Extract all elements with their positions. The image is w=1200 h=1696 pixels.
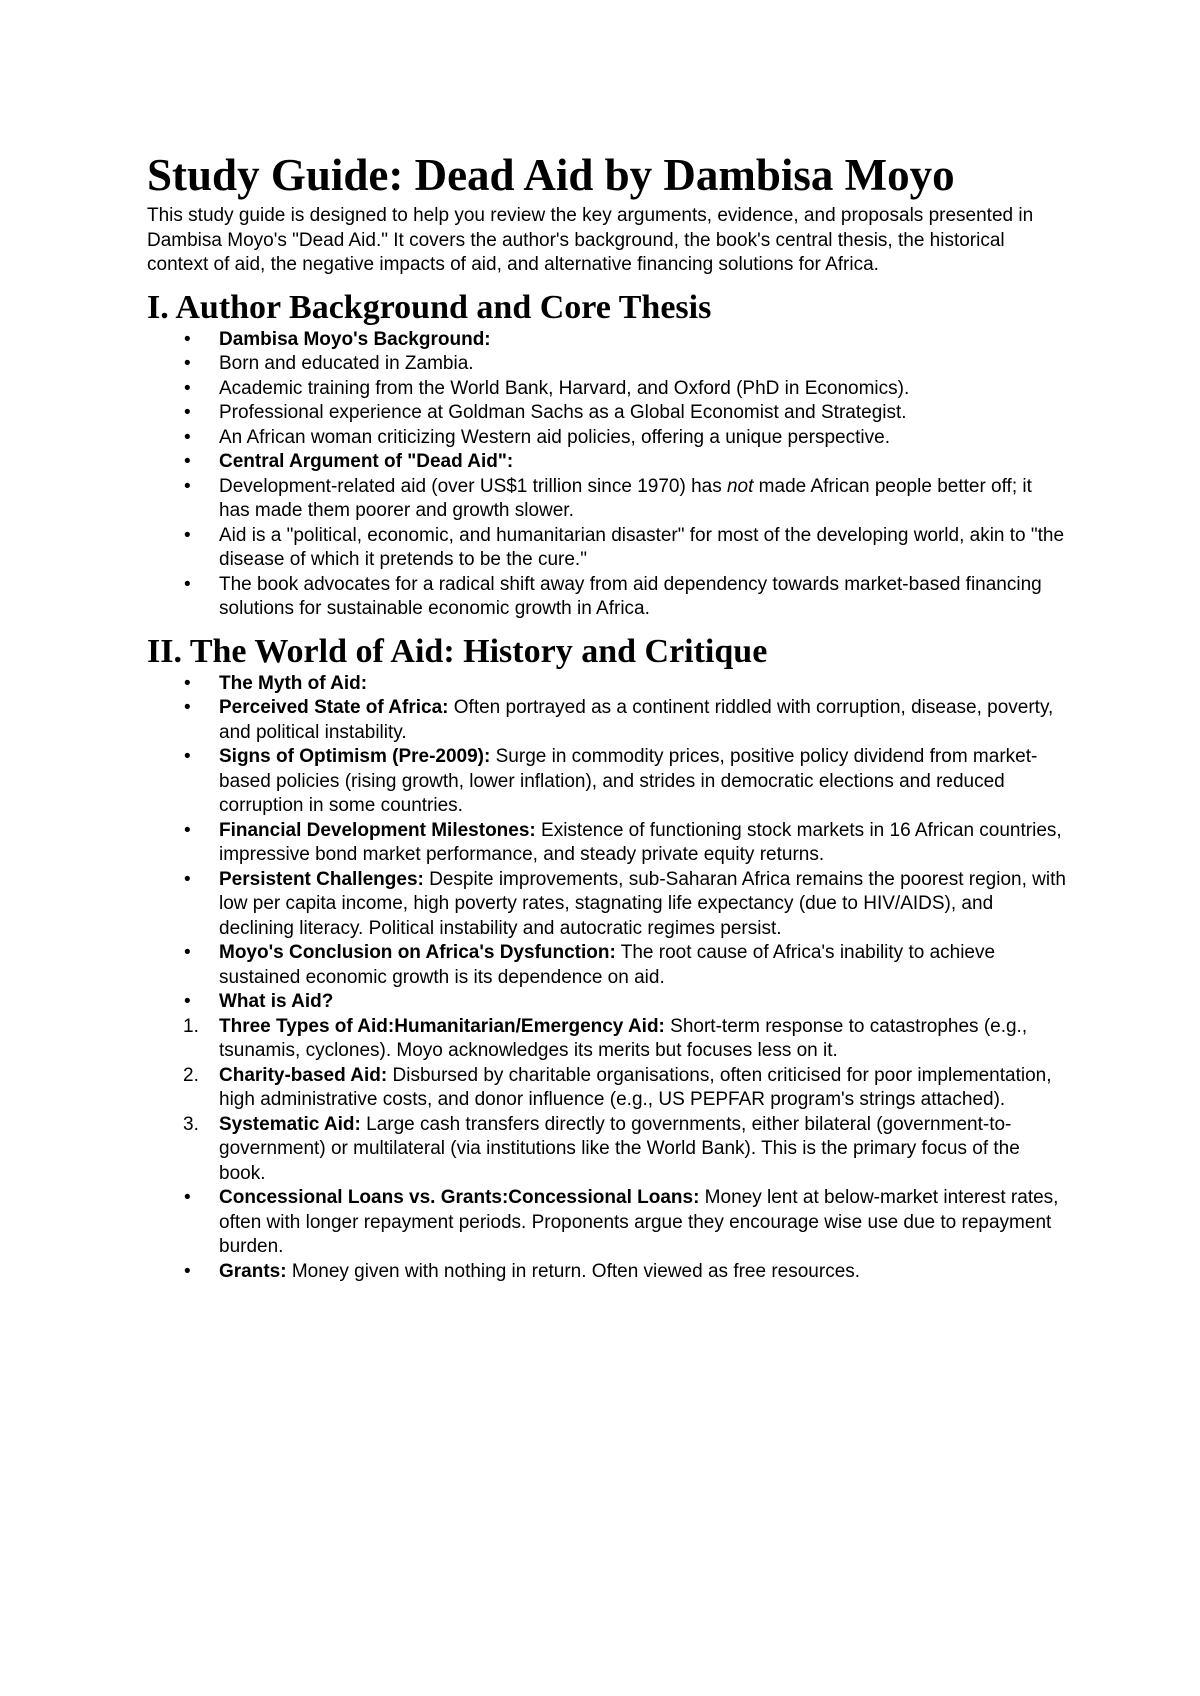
bullet-text: The book advocates for a radical shift away from aid dependency towards market-based financing solutions for sustainable economic growth in Africa.	[219, 573, 1042, 619]
bullet-bold-label: Financial Development Milestones:	[219, 819, 536, 841]
bullet-text: Surge in commodity prices, positive policy dividend from market-based policies (rising growth, lower inflation), and strides in democratic elections and reduced corruption in some countries.	[219, 746, 1038, 816]
intro-paragraph: This study guide is designed to help you review the key arguments, evidence, and proposals presented in Dambisa Moyo's "Dead Aid." It covers the author's background, the book's central thesis, the historical context of aid, the negative impacts of aid, and alternative financing solutions for Africa.	[147, 205, 1034, 275]
numbered-bold-label: Charity-based Aid:	[219, 1064, 388, 1086]
bullet-text: Born and educated in Zambia.	[219, 353, 474, 374]
bullet-text: Often portrayed as a continent riddled with corruption, disease, poverty, and political instability.	[219, 697, 1054, 743]
bullet-bold-label: Moyo's Conclusion on Africa's Dysfunction:	[219, 942, 616, 963]
bullet-bold-label: Grants:	[219, 1260, 287, 1282]
numbered-text: Disbursed by charitable organisations, often criticised for poor implementation, high administrative costs, and donor influence (e.g., US PEPFAR program's strings attached).	[219, 1064, 1052, 1110]
bullet-bold-label: Persistent Challenges:	[219, 868, 424, 890]
bullet-italic: not	[726, 475, 754, 497]
bullet-text: Money lent at below-market interest rates, often with longer repayment periods. Proponents argue they encourage wise use due to repayment burden.	[219, 1187, 1059, 1257]
numbered-item	[147, 1015, 1067, 1064]
list-item	[147, 450, 1067, 475]
numbered-bold-label: Systematic Aid:	[219, 1113, 361, 1135]
numbered-item	[147, 1113, 1067, 1187]
bullet-text: Aid is a "political, economic, and humanitarian disaster" for most of the developing world, akin to "the disease of which it pretends to be the cure."	[219, 524, 1065, 570]
list-item	[147, 573, 1067, 622]
bullet-bold-label: Central Argument of "Dead Aid":	[219, 451, 514, 472]
numbered-text: Large cash transfers directly to governments, either bilateral (government-to-government) or multilateral (via institutions like the World Bank). This is the primary focus of the book.	[219, 1113, 1020, 1184]
bullet-bold-label: The Myth of Aid:	[219, 672, 368, 694]
bullet-bold-label: Perceived State of Africa:	[219, 697, 449, 718]
section-1-heading: I. Author Background and Core Thesis	[147, 288, 712, 326]
bullet-text: Despite improvements, sub-Saharan Africa remains the poorest region, with low per capita income, high poverty rates, stagnating life expectancy (due to HIV/AIDS), and declining literacy. Political instability and autocratic regimes persist.	[219, 868, 1066, 939]
item-number: 1.	[183, 1015, 199, 1037]
list-item	[147, 990, 1067, 1015]
list-item	[147, 475, 1067, 524]
list-item	[147, 819, 1067, 868]
bullet-text: made African people better off; it has made them poorer and growth slower.	[219, 475, 1032, 521]
loans-grants-list	[147, 1186, 1067, 1284]
bullet-bold-label: Dambisa Moyo's Background:	[219, 328, 491, 350]
list-item	[147, 426, 1067, 451]
list-item	[147, 377, 1067, 402]
bullet-text: Professional experience at Goldman Sachs as a Global Economist and Strategist.	[219, 402, 907, 423]
section-1-list	[147, 328, 1067, 622]
bullet-text: Academic training from the World Bank, Harvard, and Oxford (PhD in Economics).	[219, 377, 910, 399]
item-number: 2.	[183, 1064, 199, 1086]
bullet-bold-label: What is Aid?	[219, 991, 334, 1012]
document-title: Study Guide: Dead Aid by Dambisa Moyo	[147, 150, 955, 200]
list-item	[147, 524, 1067, 573]
bullet-text: The root cause of Africa's inability to achieve sustained economic growth is its dependence on aid.	[219, 942, 996, 988]
list-item	[147, 941, 1067, 990]
list-item	[147, 1260, 1067, 1285]
bullet-text: An African woman criticizing Western aid policies, offering a unique perspective.	[219, 426, 890, 448]
aid-types-list	[147, 1015, 1067, 1187]
bullet-bold-label: Signs of Optimism (Pre-2009):	[219, 746, 491, 767]
list-item	[147, 696, 1067, 745]
numbered-text: Short-term response to catastrophes (e.g., tsunamis, cyclones). Moyo acknowledges its merits but focuses less on it.	[219, 1015, 1028, 1061]
section-2-list	[147, 672, 1067, 1015]
bullet-bold-label: Concessional Loans vs. Grants:Concessional Loans:	[219, 1187, 700, 1208]
bullet-text: Existence of functioning stock markets in 16 African countries, impressive bond market performance, and steady private equity returns.	[219, 819, 1062, 865]
list-item	[147, 672, 1067, 697]
section-2-heading: II. The World of Aid: History and Critique	[147, 632, 768, 670]
numbered-item	[147, 1064, 1067, 1113]
bullet-text: Development-related aid (over US$1 trillion since 1970) has	[219, 475, 727, 497]
list-item	[147, 328, 1067, 353]
list-item	[147, 352, 1067, 377]
list-item	[147, 868, 1067, 942]
list-item	[147, 401, 1067, 426]
list-item	[147, 1186, 1067, 1260]
item-number: 3.	[183, 1113, 199, 1135]
document-content	[147, 148, 1067, 1284]
list-item	[147, 745, 1067, 819]
bullet-text: Money given with nothing in return. Often viewed as free resources.	[286, 1260, 861, 1282]
numbered-bold-label: Three Types of Aid:Humanitarian/Emergency Aid:	[219, 1015, 665, 1037]
